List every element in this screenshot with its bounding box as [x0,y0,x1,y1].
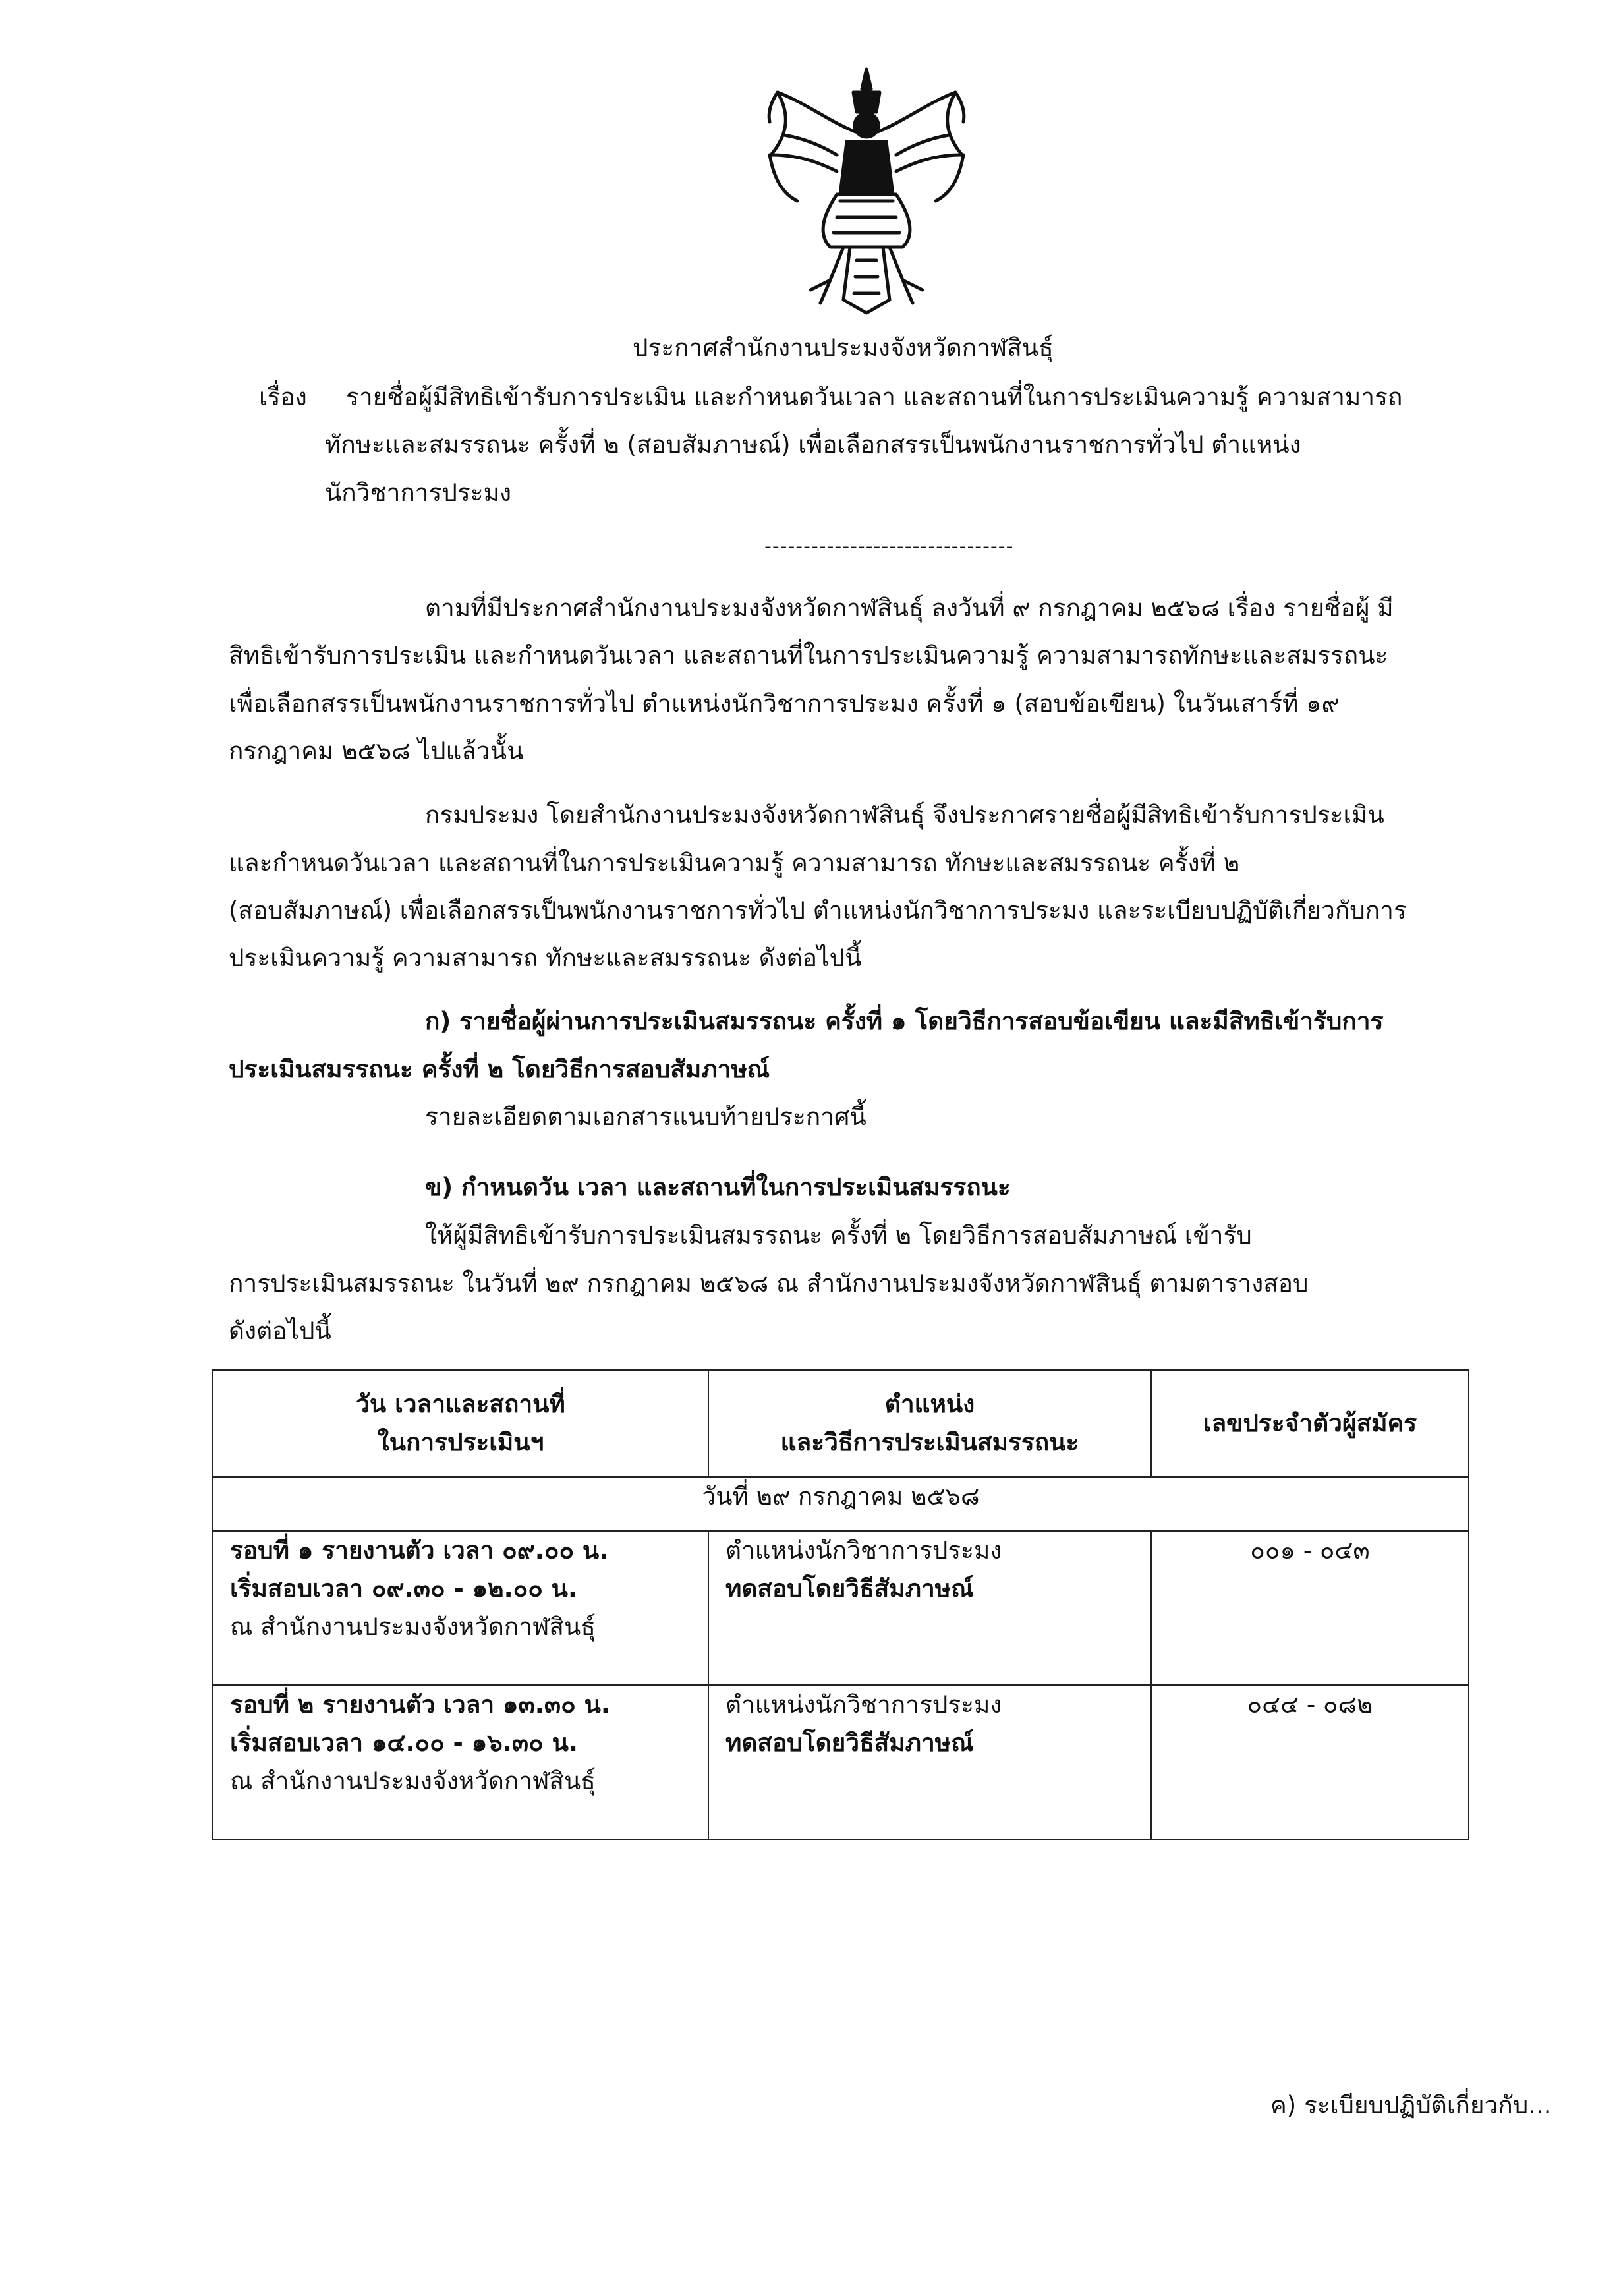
round-text: รอบที่ ๑ รายงานตัว เวลา ๐๙.๐๐ น. [230,1536,609,1564]
header-text: และวิธีการประเมินสมรรถนะ [780,1428,1079,1456]
header-text: วัน เวลาและสถานที่ [356,1390,565,1418]
place-text: ณ สำนักงานประมงจังหวัดกาฬสินธุ์ [230,1613,596,1641]
section-b-heading: ข) กำหนดวัน เวลา และสถานที่ในการประเมินสมรรถนะ [425,1173,1011,1201]
subject-line-2: ทักษะและสมรรถนะ ครั้งที่ ๒ (สอบสัมภาษณ์) เพื่อเลือกสรรเป็นพนักงานราชการทั่วไป ตำแหน่ง [325,430,1301,459]
section-b-line: ให้ผู้มีสิทธิเข้ารับการประเมินสมรรถนะ ครั้งที่ ๒ โดยวิธีการสอบสัมภาษณ์ เข้ารับ [425,1221,1252,1249]
paragraph2-line: กรมประมง โดยสำนักงานประมงจังหวัดกาฬสินธุ์ จึงประกาศรายชื่อผู้มีสิทธิเข้ารับการประเมิน [425,801,1384,829]
round-text: รอบที่ ๒ รายงานตัว เวลา ๑๓.๓๐ น. [230,1690,610,1719]
section-b-line: การประเมินสมรรถนะ ในวันที่ ๒๙ กรกฎาคม ๒๕๖๘ ณ สำนักงานประมงจังหวัดกาฬสินธุ์ ตามตารางสอบ [229,1269,1309,1298]
time-text: เริ่มสอบเวลา ๑๔.๐๐ - ๑๖.๓๐ น. [230,1729,578,1757]
round-cell [213,1531,708,1685]
ids-cell [1151,1531,1469,1685]
time-text: เริ่มสอบเวลา ๐๙.๓๐ - ๑๒.๐๐ น. [230,1574,578,1603]
paragraph1-line: ตามที่มีประกาศสำนักงานประมงจังหวัดกาฬสินธุ์ ลงวันที่ ๙ กรกฎาคม ๒๕๖๘ เรื่อง รายชื่อผู้ มี [425,594,1394,622]
table-row [213,1685,1469,1839]
position-text: ตำแหน่งนักวิชาการประมง [725,1536,1002,1564]
paragraph2-line: (สอบสัมภาษณ์) เพื่อเลือกสรรเป็นพนักงานราชการทั่วไป ตำแหน่งนักวิชาการประมง และระเบียบปฏิบัติเกี่ยวกับการ [229,896,1407,925]
ids-cell [1151,1685,1469,1839]
section-a-detail: รายละเอียดตามเอกสารแนบท้ายประกาศนี้ [425,1103,866,1131]
schedule-table [212,1369,1469,1840]
subject-line-3: นักวิชาการประมง [325,478,512,507]
header-position-method [708,1370,1151,1477]
header-applicant-id [1151,1370,1469,1477]
position-cell [708,1685,1151,1839]
round-cell [213,1685,708,1839]
header-text: ในการประเมินฯ [377,1428,544,1456]
header-text: ตำแหน่ง [884,1390,975,1418]
position-cell [708,1531,1151,1685]
subject-line-1: รายชื่อผู้มีสิทธิเข้ารับการประเมิน และกำหนดวันเวลา และสถานที่ในการประเมินความรู้ ความสามารถ [346,383,1403,411]
table-header-row [213,1370,1469,1477]
garuda-emblem-icon [758,63,975,320]
continuation-text: ค) ระเบียบปฏิบัติเกี่ยวกับ... [1270,2091,1552,2119]
announcement-title: ประกาศสำนักงานประมงจังหวัดกาฬสินธุ์ [633,333,1054,362]
method-text: ทดสอบโดยวิธีสัมภาษณ์ [725,1729,974,1757]
separator-line: -------------------------------- [764,535,1014,558]
section-a-heading: ก) รายชื่อผู้ผ่านการประเมินสมรรถนะ ครั้งที่ ๑ โดยวิธีการสอบข้อเขียน และมีสิทธิเข้ารับการ [425,1007,1384,1035]
table-row [213,1531,1469,1685]
paragraph1-line: สิทธิเข้ารับการประเมิน และกำหนดวันเวลา และสถานที่ในการประเมินความรู้ ความสามารถทักษะและสมรรถนะ [229,641,1388,670]
date-row [213,1477,1469,1531]
method-text: ทดสอบโดยวิธีสัมภาษณ์ [725,1574,974,1603]
header-text: เลขประจำตัวผู้สมัคร [1203,1409,1417,1437]
paragraph2-line: และกำหนดวันเวลา และสถานที่ในการประเมินความรู้ ความสามารถ ทักษะและสมรรถนะ ครั้งที่ ๒ [229,849,1240,877]
paragraph1-line: เพื่อเลือกสรรเป็นพนักงานราชการทั่วไป ตำแหน่งนักวิชาการประมง ครั้งที่ ๑ (สอบข้อเขียน) ในวันเสาร์ที่ ๑๙ [229,689,1340,718]
paragraph1-line: กรกฎาคม ๒๕๖๘ ไปแล้วนั้น [229,737,524,765]
subject-label: เรื่อง [259,383,307,411]
date-cell: วันที่ ๒๙ กรกฎาคม ๒๕๖๘ [213,1477,1469,1531]
header-date-place [213,1370,708,1477]
place-text: ณ สำนักงานประมงจังหวัดกาฬสินธุ์ [230,1767,596,1795]
position-text: ตำแหน่งนักวิชาการประมง [725,1690,1002,1719]
section-a-heading-cont: ประเมินสมรรถนะ ครั้งที่ ๒ โดยวิธีการสอบสัมภาษณ์ [229,1055,770,1083]
ids-text: ๐๔๔ - ๐๘๒ [1247,1690,1373,1719]
paragraph2-line: ประเมินความรู้ ความสามารถ ทักษะและสมรรถนะ ดังต่อไปนี้ [229,944,862,972]
section-b-line: ดังต่อไปนี้ [229,1317,331,1345]
ids-text: ๐๐๑ - ๐๔๓ [1250,1536,1370,1564]
